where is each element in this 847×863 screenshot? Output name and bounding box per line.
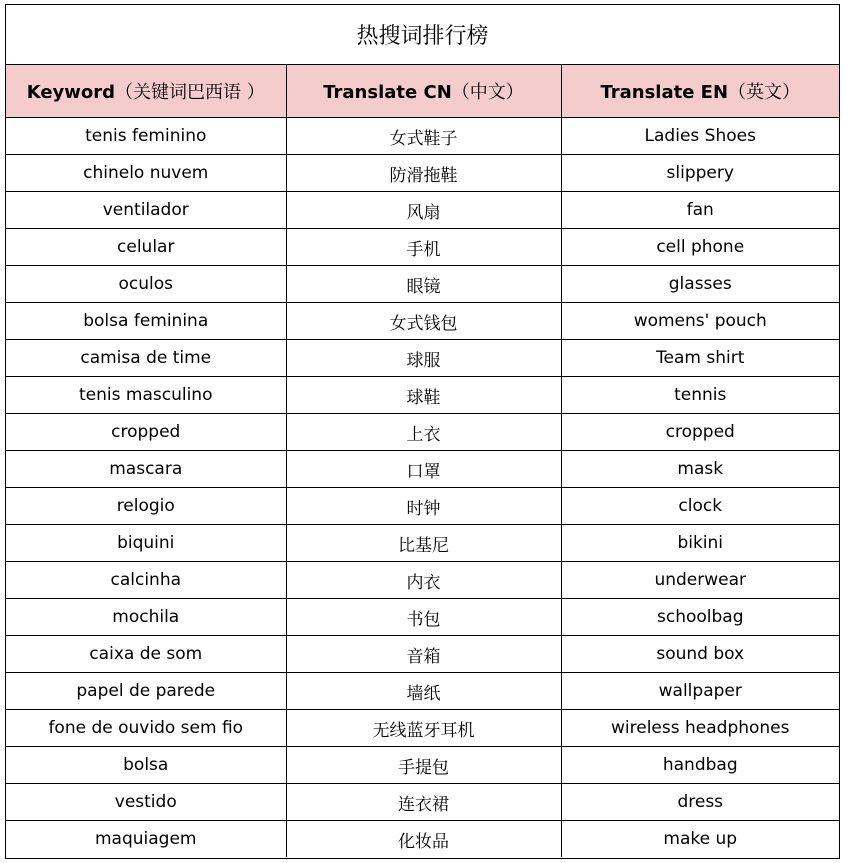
- table-row: [6, 118, 839, 155]
- table-body: [6, 118, 839, 858]
- translation-cn-cell: 眼镜: [286, 266, 561, 303]
- translation-en-cell: make up: [561, 821, 839, 858]
- translation-cn-cell: 化妆品: [286, 821, 561, 858]
- translation-en-cell: womens' pouch: [561, 303, 839, 340]
- translation-cn-cell: 女式钱包: [286, 303, 561, 340]
- translation-en-cell: mask: [561, 451, 839, 488]
- keyword-cell: chinelo nuvem: [6, 155, 286, 192]
- table-row: [6, 377, 839, 414]
- translation-cn-cell: 无线蓝牙耳机: [286, 710, 561, 747]
- table-row: [6, 784, 839, 821]
- translation-cn-cell: 音箱: [286, 636, 561, 673]
- translation-cn-cell: 上衣: [286, 414, 561, 451]
- translation-en-cell: underwear: [561, 562, 839, 599]
- table-row: [6, 562, 839, 599]
- keyword-cell: oculos: [6, 266, 286, 303]
- translation-en-cell: schoolbag: [561, 599, 839, 636]
- header-translate-en: [561, 65, 839, 118]
- table-row: [6, 673, 839, 710]
- table-row: [6, 414, 839, 451]
- keyword-cell: mochila: [6, 599, 286, 636]
- translation-en-cell: cell phone: [561, 229, 839, 266]
- translation-en-cell: wallpaper: [561, 673, 839, 710]
- keyword-cell: bolsa feminina: [6, 303, 286, 340]
- header-cn-main: Translate CN: [323, 82, 452, 103]
- translation-cn-cell: 手机: [286, 229, 561, 266]
- table-row: [6, 155, 839, 192]
- translation-cn-cell: 球服: [286, 340, 561, 377]
- translation-en-cell: bikini: [561, 525, 839, 562]
- table-row: [6, 451, 839, 488]
- translation-cn-cell: 墙纸: [286, 673, 561, 710]
- translation-en-cell: slippery: [561, 155, 839, 192]
- translation-cn-cell: 书包: [286, 599, 561, 636]
- table-row: [6, 303, 839, 340]
- translation-en-cell: dress: [561, 784, 839, 821]
- translation-en-cell: sound box: [561, 636, 839, 673]
- header-en-main: Translate EN: [600, 82, 729, 103]
- keyword-cell: ventilador: [6, 192, 286, 229]
- keyword-cell: bolsa: [6, 747, 286, 784]
- translation-en-cell: cropped: [561, 414, 839, 451]
- keyword-cell: calcinha: [6, 562, 286, 599]
- keyword-cell: maquiagem: [6, 821, 286, 858]
- table-row: [6, 821, 839, 858]
- table-row: [6, 599, 839, 636]
- table-row: [6, 710, 839, 747]
- keyword-cell: fone de ouvido sem fio: [6, 710, 286, 747]
- table-row: [6, 192, 839, 229]
- table-row: [6, 525, 839, 562]
- keyword-cell: papel de parede: [6, 673, 286, 710]
- hot-search-table-sheet: [5, 4, 840, 859]
- keyword-cell: tenis masculino: [6, 377, 286, 414]
- translation-cn-cell: 手提包: [286, 747, 561, 784]
- header-row: [6, 65, 839, 118]
- table-row: [6, 340, 839, 377]
- translation-en-cell: wireless headphones: [561, 710, 839, 747]
- translation-cn-cell: 口罩: [286, 451, 561, 488]
- translation-en-cell: Team shirt: [561, 340, 839, 377]
- translation-cn-cell: 连衣裙: [286, 784, 561, 821]
- translation-en-cell: clock: [561, 488, 839, 525]
- header-keyword: [6, 65, 286, 118]
- translation-en-cell: handbag: [561, 747, 839, 784]
- translation-en-cell: tennis: [561, 377, 839, 414]
- table-row: [6, 488, 839, 525]
- keyword-table: [6, 65, 839, 857]
- keyword-cell: mascara: [6, 451, 286, 488]
- table-title: 热搜词排行榜: [6, 5, 839, 65]
- translation-cn-cell: 比基尼: [286, 525, 561, 562]
- header-en-sub: （英文）: [728, 82, 801, 103]
- translation-cn-cell: 球鞋: [286, 377, 561, 414]
- table-row: [6, 636, 839, 673]
- translation-cn-cell: 风扇: [286, 192, 561, 229]
- table-row: [6, 747, 839, 784]
- translation-cn-cell: 时钟: [286, 488, 561, 525]
- translation-cn-cell: 女式鞋子: [286, 118, 561, 155]
- header-keyword-main: Keyword: [26, 82, 116, 103]
- keyword-cell: tenis feminino: [6, 118, 286, 155]
- keyword-cell: cropped: [6, 414, 286, 451]
- header-cn-sub: （中文）: [451, 82, 524, 103]
- keyword-cell: biquini: [6, 525, 286, 562]
- keyword-cell: caixa de som: [6, 636, 286, 673]
- keyword-cell: camisa de time: [6, 340, 286, 377]
- keyword-cell: relogio: [6, 488, 286, 525]
- translation-en-cell: Ladies Shoes: [561, 118, 839, 155]
- translation-en-cell: glasses: [561, 266, 839, 303]
- table-row: [6, 229, 839, 266]
- header-keyword-sub: （关键词巴西语 ）: [115, 82, 265, 103]
- translation-cn-cell: 防滑拖鞋: [286, 155, 561, 192]
- translation-en-cell: fan: [561, 192, 839, 229]
- table-row: [6, 266, 839, 303]
- header-translate-cn: [286, 65, 561, 118]
- keyword-cell: celular: [6, 229, 286, 266]
- keyword-cell: vestido: [6, 784, 286, 821]
- translation-cn-cell: 内衣: [286, 562, 561, 599]
